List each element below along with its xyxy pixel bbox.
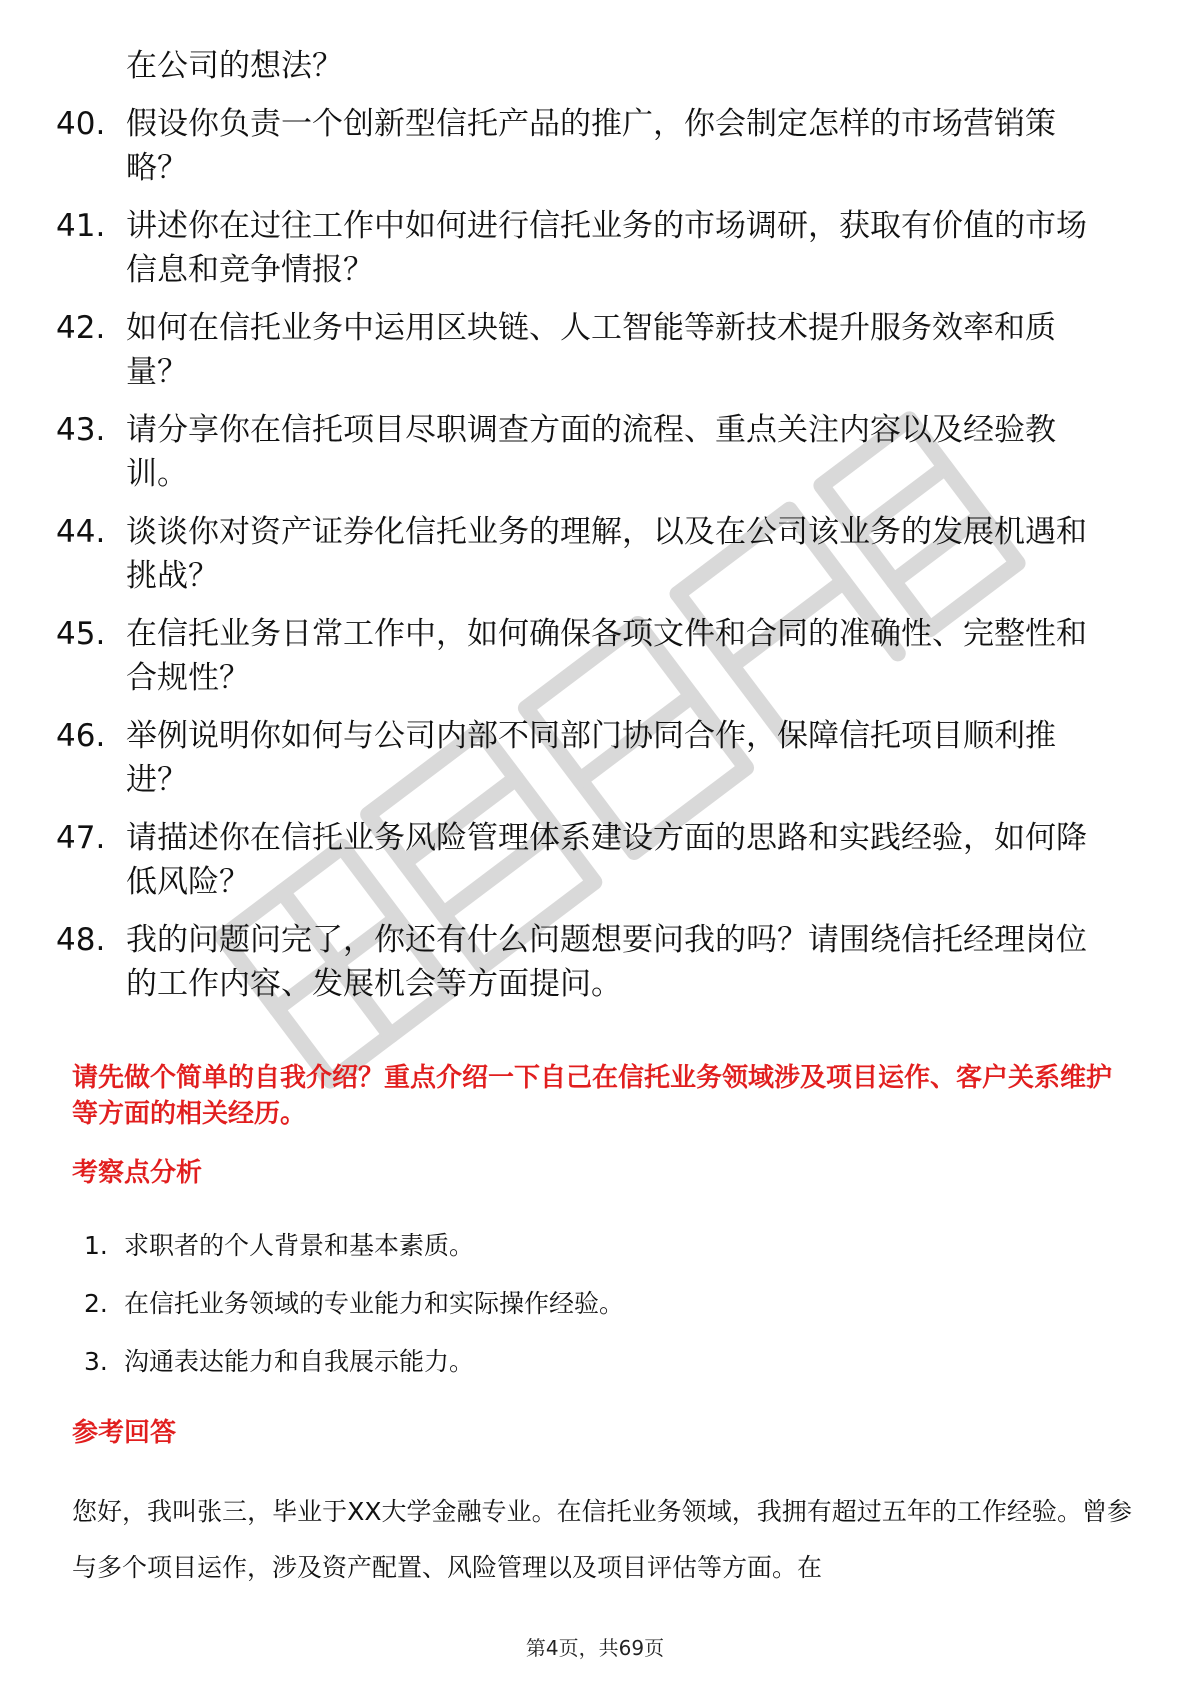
question-item <box>56 918 1116 1006</box>
question-number: 41. <box>56 208 106 244</box>
question-number: 46. <box>56 718 106 754</box>
question-number: 48. <box>56 922 106 958</box>
question-continuation: 在公司的想法？ <box>126 48 343 84</box>
page-footer: 第4页，共69页 <box>525 1636 665 1660</box>
point-number: 3. <box>84 1347 108 1376</box>
reference-answer: 您好，我叫张三，毕业于XX大学金融专业。在信托业务领域，我拥有超过五年的工作经验。曾参与多个项目运作，涉及资产配置、风险管理以及项目评估等方面。在 <box>72 1497 1132 1582</box>
question-text: 假设你负责一个创新型信托产品的推广，你会制定怎样的市场营销策略？ <box>126 106 1056 186</box>
analysis-points <box>84 1227 1084 1401</box>
question-text: 如何在信托业务中运用区块链、人工智能等新技术提升服务效率和质量？ <box>126 310 1056 390</box>
question-text: 在信托业务日常工作中，如何确保各项文件和合同的准确性、完整性和合规性？ <box>126 616 1087 696</box>
question-text: 请分享你在信托项目尽职调查方面的流程、重点关注内容以及经验教训。 <box>126 412 1056 492</box>
question-item <box>56 816 1116 904</box>
list-item <box>84 1285 1084 1323</box>
highlight-question: 请先做个简单的自我介绍？重点介绍一下自己在信托业务领域涉及项目运作、客户关系维护等方面的相关经历。 <box>72 1063 1113 1129</box>
analysis-title: 考察点分析 <box>72 1158 203 1188</box>
question-list <box>56 44 1116 1020</box>
question-item <box>56 204 1116 292</box>
question-text: 谈谈你对资产证券化信托业务的理解，以及在公司该业务的发展机遇和挑战？ <box>126 514 1087 594</box>
question-text: 讲述你在过往工作中如何进行信托业务的市场调研，获取有价值的市场信息和竞争情报？ <box>126 208 1087 288</box>
question-number: 42. <box>56 310 106 346</box>
question-item <box>56 102 1116 190</box>
question-number: 44. <box>56 514 106 550</box>
list-item <box>84 1227 1084 1265</box>
reference-title: 参考回答 <box>72 1418 177 1448</box>
question-item <box>56 714 1116 802</box>
question-number: 45. <box>56 616 106 652</box>
point-number: 1. <box>84 1231 108 1260</box>
question-item <box>56 408 1116 496</box>
question-text: 举例说明你如何与公司内部不同部门协同合作，保障信托项目顺利推进？ <box>126 718 1056 798</box>
question-item <box>56 510 1116 598</box>
point-text: 求职者的个人背景和基本素质。 <box>124 1231 475 1260</box>
question-item <box>56 306 1116 394</box>
question-number: 40. <box>56 106 106 142</box>
point-number: 2. <box>84 1289 108 1318</box>
question-text: 我的问题问完了，你还有什么问题想要问我的吗？请围绕信托经理岗位的工作内容、发展机会等方面提问。 <box>126 922 1087 1002</box>
question-number: 47. <box>56 820 106 856</box>
question-text: 请描述你在信托业务风险管理体系建设方面的思路和实践经验，如何降低风险？ <box>126 820 1087 900</box>
question-item <box>56 612 1116 700</box>
question-number: 43. <box>56 412 106 448</box>
point-text: 在信托业务领域的专业能力和实际操作经验。 <box>124 1289 625 1318</box>
list-item <box>84 1343 1084 1381</box>
point-text: 沟通表达能力和自我展示能力。 <box>124 1347 475 1376</box>
